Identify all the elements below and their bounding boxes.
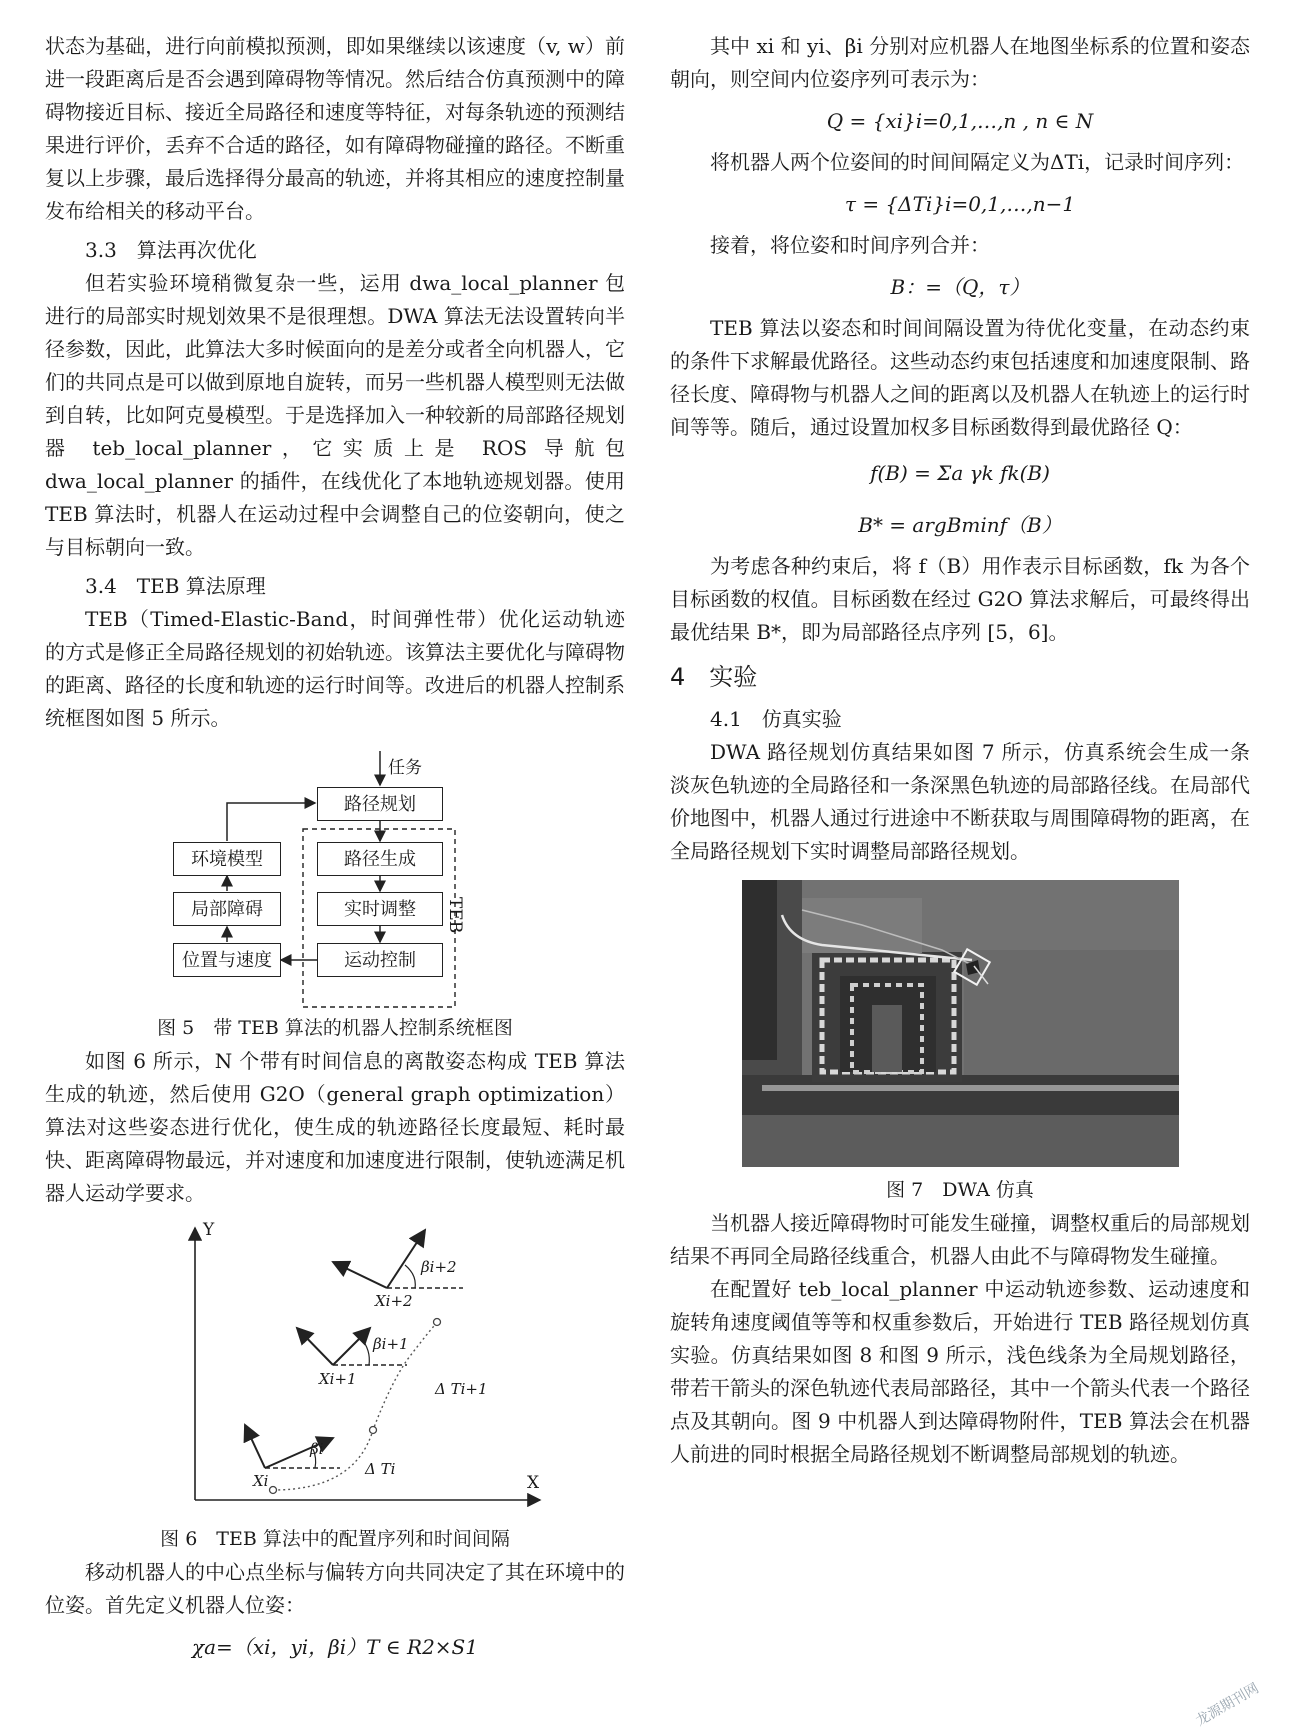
equation-merge: B：=（Q，τ） [890,275,1030,299]
paragraph: 当机器人接近障碍物时可能发生碰撞，调整权重后的局部规划结果不再同全局路径线重合，机器人由此不与障碍物发生碰撞。 [670,1211,1250,1268]
paragraph: TEB 算法以姿态和时间间隔设置为待优化变量，在动态约束的条件下求解最优路径。这些动态约束包括速度和加速度限制、路径长度、障碍物与机器人之间的距离以及机器人在轨迹上的运行时间等等。随后，通过设置加权多目标函数得到最优路径 Q： [670,316,1250,439]
figure-6-pose-diagram [125,1220,545,1520]
paragraph: 移动机器人的中心点坐标与偏转方向共同决定了其在环境中的位姿。首先定义机器人位姿： [45,1560,625,1617]
fig6-delta-ti-label: Δ Ti [365,1460,396,1478]
figure-7-caption: 图 7 DWA 仿真 [886,1179,1034,1201]
left-column [45,30,625,1672]
section-heading-3-4: 3.4 TEB 算法原理 [85,574,266,598]
equation-objective: f(B) = Σa γk fk(B) [870,461,1050,485]
figure-7-dwa-simulation-image [742,880,1179,1167]
fig5-path-gen-box: 路径生成 [317,842,443,876]
fig5-env-model-box: 环境模型 [173,842,281,876]
fig5-task-label: 任务 [388,758,422,778]
fig6-xi-label: Xi [253,1472,269,1490]
fig6-xi2-label: Xi+2 [375,1292,413,1310]
paragraph: 如图 6 所示，N 个带有时间信息的离散姿态构成 TEB 算法生成的轨迹，然后使用 G2O（general graph optimization）算法对这些姿态进行优化，使生成的轨迹路径长度最短、耗时最快、距离障碍物最远，并对速度和加速度进行限制，使轨迹满足机器人运动学要求。 [45,1049,625,1205]
figure-5-caption: 图 5 带 TEB 算法的机器人控制系统框图 [157,1017,513,1039]
paragraph: 将机器人两个位姿间的时间间隔定义为ΔTi，记录时间序列： [710,150,1245,174]
fig5-position-speed-box: 位置与速度 [173,943,281,977]
fig5-motion-control-box: 运动控制 [317,943,443,977]
figure-6-caption: 图 6 TEB 算法中的配置序列和时间间隔 [160,1528,510,1550]
paragraph: DWA 路径规划仿真结果如图 7 所示，仿真系统会生成一条淡灰色轨迹的全局路径和一条深黑色轨迹的局部路径线。在局部代价地图中，机器人通过行进途中不断获取与周围障碍物的距离，在全局路径规划下实时调整局部路径规划。 [670,740,1250,863]
paragraph: 但若实验环境稍微复杂一些，运用 dwa_local_planner 包进行的局部实时规划效果不是很理想。DWA 算法无法设置转向半径参数，因此，此算法大多时候面向的是差分或者全向机器人，它们的共同点是可以做到原地自旋转，而另一些机器人模型则无法做到自转，比如阿克曼模型。于是选择加入一种较新的局部路径规划器 teb_local_planner，它实质上是 ROS 导航包 dwa_local_planner 的插件，在线优化了本地轨迹规划器。使用 TEB 算法时，机器人在运动过程中会调整自己的位姿朝向，使之与目标朝向一致。 [45,271,625,559]
section-heading-3-3: 3.3 算法再次优化 [85,238,257,262]
figure-5-block-diagram [45,749,625,1009]
paragraph: 在配置好 teb_local_planner 中运动轨迹参数、运动速度和旋转角速度阈值等等和权重参数后，开始进行 TEB 路径规划仿真实验。仿真结果如图 8 和图 9 所示，浅色线条为全局规划路径，带若干箭头的深色轨迹代表局部路径，其中一个箭头代表一个路径点及其朝向。图 9 中机器人到达障碍物附件，TEB 算法会在机器人前进的同时根据全局路径规划不断调整局部规划的轨迹。 [670,1277,1250,1466]
paragraph: TEB（Timed-Elastic-Band，时间弹性带）优化运动轨迹的方式是修正全局路径规划的初始轨迹。该算法主要优化与障碍物的距离、路径的长度和轨迹的运行时间等。改进后的机器人控制系统框图如图 5 所示。 [45,607,625,730]
fig6-y-axis-label: Y [203,1220,215,1240]
fig6-x-axis-label: X [527,1473,540,1493]
equation-pose: χa=（xi，yi，βi）T ∈ R2×S1 [192,1635,478,1659]
paragraph: 状态为基础，进行向前模拟预测，即如果继续以该速度（v, w）前进一段距离后是否会遇到障碍物等情况。然后结合仿真预测中的障碍物接近目标、接近全局路径和速度等特征，对每条轨迹的预测结果进行评价，丢弃不合适的路径，如有障碍物碰撞的路径。不断重复以上步骤，最后选择得分最高的轨迹，并将其相应的速度控制量发布给相关的移动平台。 [45,34,625,223]
section-heading-4: 4 实验 [670,663,758,691]
fig6-beta-i2-label: βi+2 [421,1258,457,1276]
fig6-delta-ti1-label: Δ Ti+1 [435,1380,488,1398]
fig6-beta-i-label: βi [310,1440,324,1458]
equation-pose-sequence: Q = {xi}i=0,1,…,n , n ∈ N [826,109,1094,133]
figure-7-graphic [742,880,1179,1167]
right-column [670,30,1250,1471]
paragraph: 为考虑各种约束后，将 f（B）用作表示目标函数，fk 为各个目标函数的权值。目标函数在经过 G2O 算法求解后，可最终得出最优结果 B*，即为局部路径点序列 [5，6]。 [670,554,1250,644]
paragraph: 其中 xi 和 yi、βi 分别对应机器人在地图坐标系的位置和姿态朝向，则空间内位姿序列可表示为： [670,34,1250,91]
paragraph: 接着，将位姿和时间序列合并： [710,233,990,257]
fig6-beta-i1-label: βi+1 [373,1335,409,1353]
section-heading-4-1: 4.1 仿真实验 [710,707,842,731]
fig5-realtime-adjust-box: 实时调整 [317,892,443,926]
watermark: 龙源期刊网 [1193,1680,1262,1730]
fig5-local-obstacle-box: 局部障碍 [173,892,281,926]
equation-argmin: B* = argBminf（B） [858,513,1062,537]
fig5-teb-label: TEB [445,897,465,934]
equation-time-sequence: τ = {ΔTi}i=0,1,…,n−1 [844,192,1076,216]
fig6-xi1-label: Xi+1 [319,1370,357,1388]
fig5-path-plan-box: 路径规划 [317,787,443,821]
